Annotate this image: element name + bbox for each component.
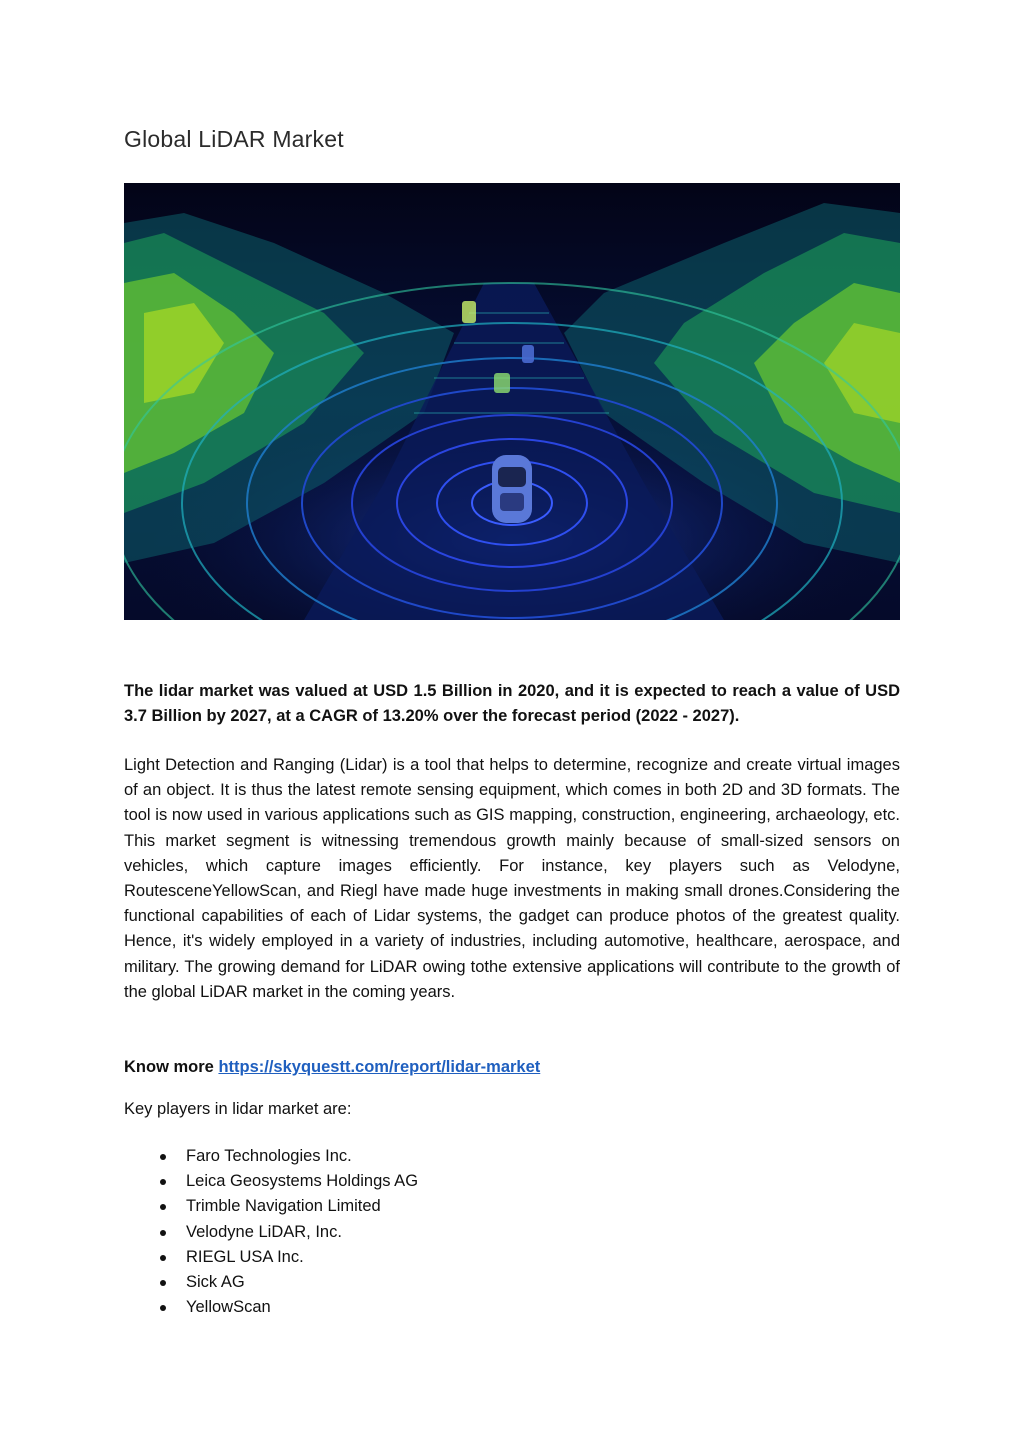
bullet-icon [160,1280,166,1286]
bullet-icon [160,1154,166,1160]
car-icon [492,455,532,523]
page-title: Global LiDAR Market [124,126,344,152]
bullet-icon [160,1204,166,1210]
market-summary: The lidar market was valued at USD 1.5 Billion in 2020, and it is expected to reach a value of USD 3.7 Billion by 2027, at a CAGR of 13.20% over the forecast period (2022 - 2027). [124,682,900,725]
lidar-point-cloud-image [124,183,900,620]
list-item: Sick AG [124,1270,418,1295]
know-more-line [124,1055,540,1080]
bullet-icon [160,1179,166,1185]
know-more-label: Know more [124,1058,214,1076]
key-players-list [124,1144,418,1320]
list-item: Velodyne LiDAR, Inc. [124,1220,418,1245]
list-item: Trimble Navigation Limited [124,1194,418,1219]
key-players-heading: Key players in lidar market are: [124,1100,352,1118]
list-item: Leica Geosystems Holdings AG [124,1169,418,1194]
bullet-icon [160,1230,166,1236]
bullet-icon [160,1255,166,1261]
lidar-scene-graphic [124,183,900,620]
list-item: Faro Technologies Inc. [124,1144,418,1169]
bullet-icon [160,1305,166,1311]
report-link[interactable]: https://skyquestt.com/report/lidar-market [218,1058,541,1076]
list-item: YellowScan [124,1295,418,1320]
description-paragraph: Light Detection and Ranging (Lidar) is a tool that helps to determine, recognize and create virtual images of an object. It is thus the latest remote sensing equipment, which comes in both 2D and 3D formats. The tool is now used in various applications such as GIS mapping, construction, engineering, archaeology, etc. This market segment is witnessing tremendous growth mainly because of small-sized sensors on vehicles, which capture images efficiently. For instance, key players such as Velodyne, RoutesceneYellowScan, and Riegl have made huge investments in making small drones.Considering the functional capabilities of each of Lidar systems, the gadget can produce photos of the greatest quality. Hence, it's widely employed in a variety of industries, including automotive, healthcare, aerospace, and military. The growing demand for LiDAR owing tothe extensive applications will contribute to the growth of the global LiDAR market in the coming years. [124,756,900,1001]
list-item: RIEGL USA Inc. [124,1245,418,1270]
